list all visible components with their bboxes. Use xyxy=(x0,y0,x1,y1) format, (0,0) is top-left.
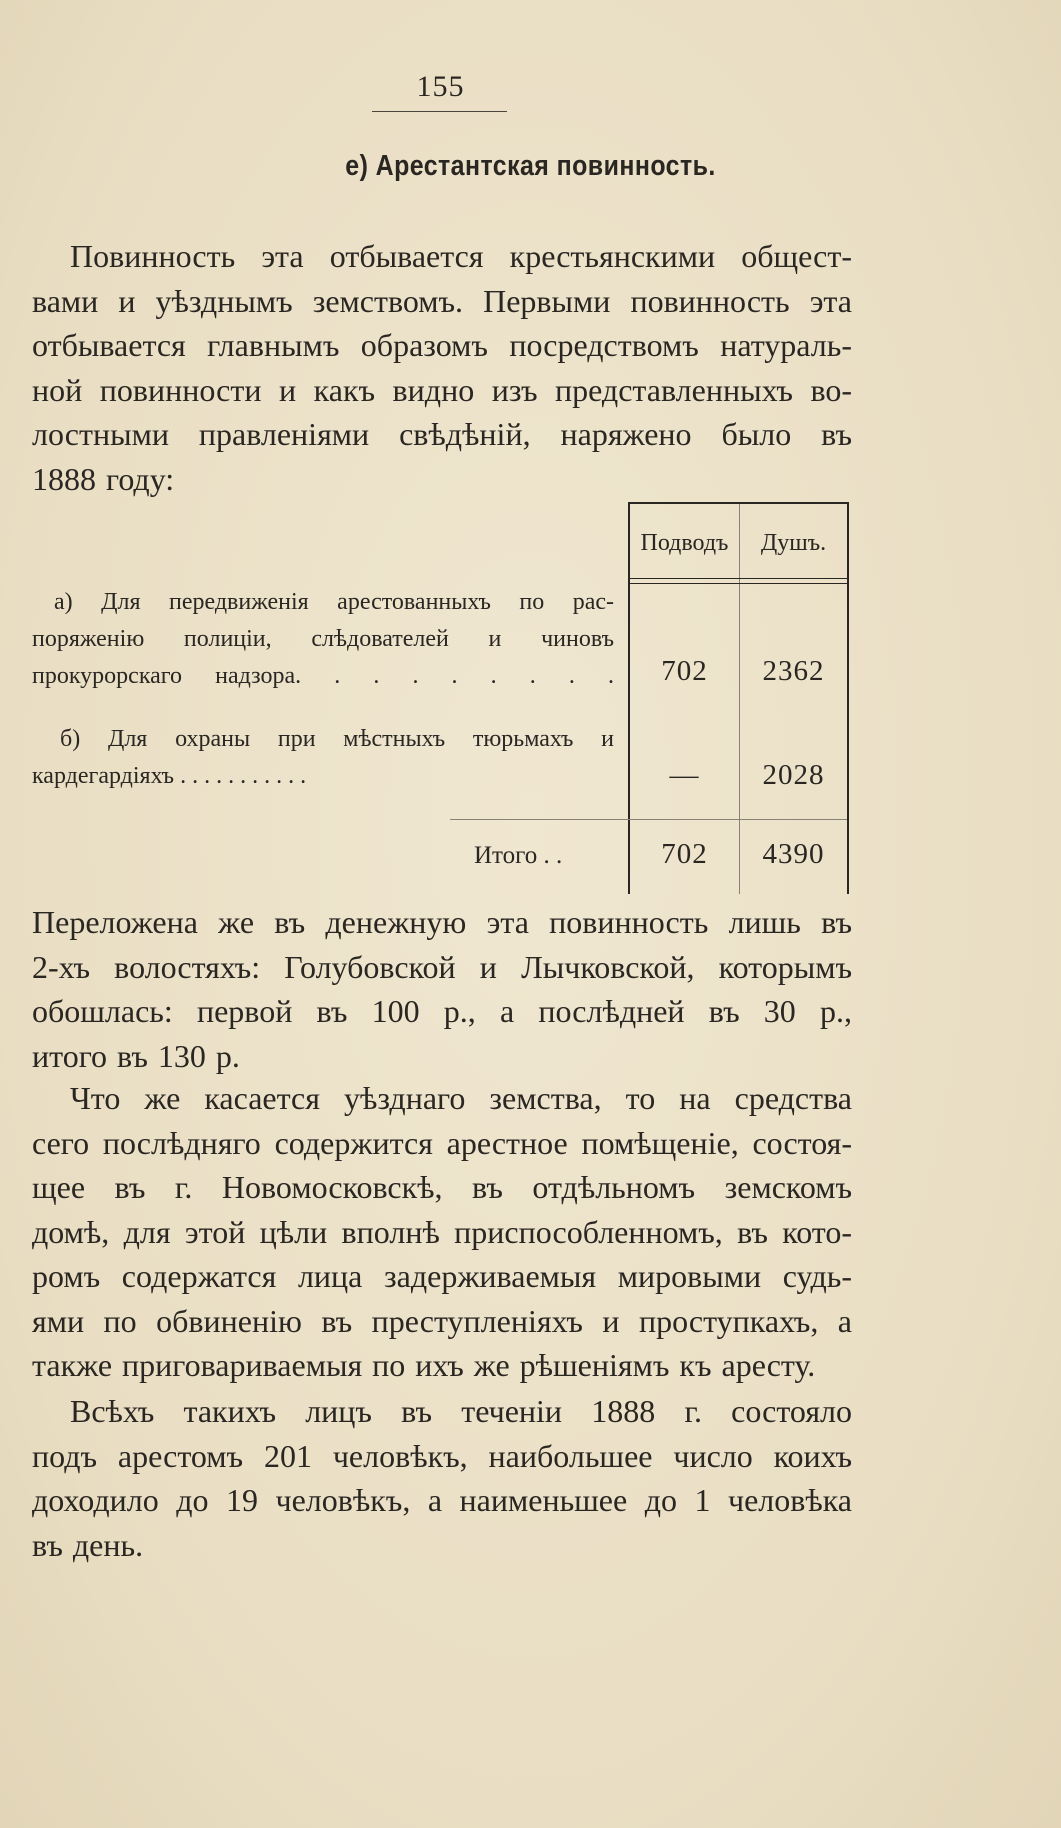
text-line: отбывается главнымъ образомъ посредствомъ натураль- xyxy=(32,327,852,363)
text-line: обошлась: первой въ 100 р., а послѣдней въ 30 р., xyxy=(32,993,852,1029)
text-line: б) Для охраны при мѣстныхъ тюрьмахъ и xyxy=(60,726,614,752)
text-line: Всѣхъ такихъ лицъ въ теченіи 1888 г. состояло xyxy=(70,1393,852,1429)
intro-paragraph xyxy=(32,234,852,501)
text-line: а) Для передвиженія арестованныхъ по рас- xyxy=(54,589,614,615)
text-line: подъ арестомъ 201 человѣкъ, наибольшее число коихъ xyxy=(32,1437,852,1474)
paragraph-monetary xyxy=(32,900,852,1078)
total-label: Итого . . xyxy=(474,842,563,869)
total-rule xyxy=(450,819,847,820)
section-title: е) Арестантская повинность. xyxy=(345,150,716,182)
text-line: 2-хъ волостяхъ: Голубовской и Лычковской, которымъ xyxy=(32,948,852,985)
paragraph-arrests xyxy=(32,1389,852,1567)
table-column-divider xyxy=(739,502,740,894)
header-rule xyxy=(630,578,847,579)
text-line: вами и уѣзднымъ земствомъ. Первыми повинность эта xyxy=(32,282,852,319)
table-row-label-b xyxy=(32,721,614,795)
cell-b-dush: 2028 xyxy=(762,759,825,791)
text-line: домѣ, для этой цѣли вполнѣ приспособленномъ, въ кото- xyxy=(32,1213,852,1250)
text-line: ромъ содержатся лица задерживаемыя мировыми судь- xyxy=(32,1258,852,1294)
cell-total-dush: 4390 xyxy=(762,838,825,870)
column-header-podvod: Подводъ xyxy=(640,530,729,556)
column-header-dush: Душъ. xyxy=(760,530,827,556)
text-line: поряженію полиціи, слѣдователей и чиновъ xyxy=(32,626,614,652)
header-rule-double xyxy=(630,583,847,584)
text-line: Переложена же въ денежную эта повинность лишь въ xyxy=(32,904,852,940)
cell-a-dush: 2362 xyxy=(762,655,825,687)
text-line: итого въ 130 р. xyxy=(32,1037,240,1074)
text-line: Повинность эта отбывается крестьянскими общест- xyxy=(70,238,852,274)
text-line: 1888 году: xyxy=(32,460,175,497)
text-line: щее въ г. Новомосковскѣ, въ отдѣльномъ земскомъ xyxy=(32,1169,852,1205)
cell-total-podvod: 702 xyxy=(661,838,708,870)
paragraph-zemstvo xyxy=(32,1076,852,1388)
text-line: ной повинности и какъ видно изъ представленныхъ во- xyxy=(32,371,852,408)
text-line: сего послѣдняго содержится арестное помѣщеніе, состоя- xyxy=(32,1124,852,1161)
page-number: 155 xyxy=(416,70,465,103)
table-right-border xyxy=(847,502,849,894)
text-line: Что же касается уѣзднаго земства, то на средства xyxy=(70,1080,852,1116)
text-line: ями по обвиненію въ преступленіяхъ и проступкахъ, а xyxy=(32,1302,852,1339)
text-line: въ день. xyxy=(32,1526,144,1563)
page-number-rule xyxy=(372,111,507,112)
table-left-border xyxy=(628,502,630,894)
text-line: лостными правленіями свѣдѣній, наряжено было въ xyxy=(32,416,852,452)
text-line: также приговариваемыя по ихъ же рѣшеніямъ къ аресту. xyxy=(32,1347,816,1383)
table-top-border xyxy=(628,502,849,504)
text-line: доходило до 19 человѣкъ, а наименьшее до 1 человѣка xyxy=(32,1482,852,1518)
cell-b-podvod: — xyxy=(669,759,700,791)
text-line: кардегардіяхъ . . . . . . . . . . . xyxy=(32,763,307,789)
table-row-label-a xyxy=(32,584,614,695)
text-line: прокурорскаго надзора. . . . . . . . . xyxy=(32,663,614,689)
cell-a-podvod: 702 xyxy=(661,655,708,687)
